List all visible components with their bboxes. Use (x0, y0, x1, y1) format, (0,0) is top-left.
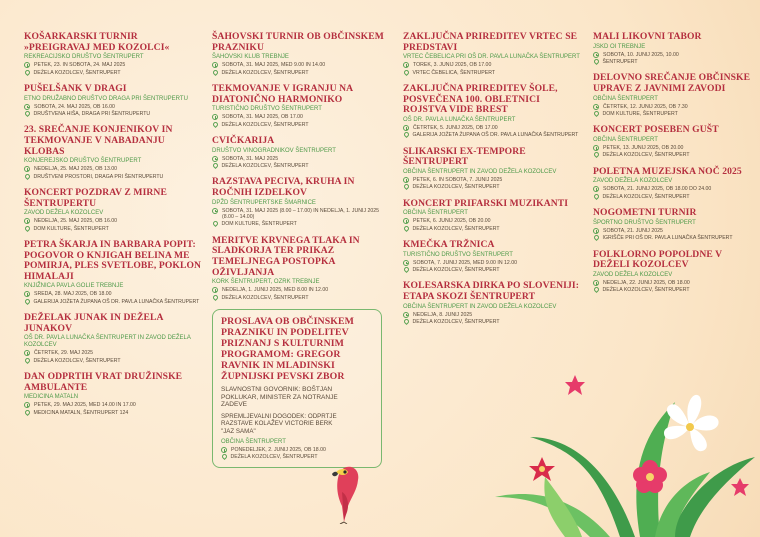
event-place: DEŽELA KOZOLCEV, ŠENTRUPERT (412, 184, 500, 191)
event-date-row (593, 145, 753, 151)
location-pin-icon (402, 225, 409, 232)
event-organizer: MEDICINA MATALN (24, 394, 79, 401)
event-place: DEŽELA KOZOLCEV, ŠENTRUPERT (602, 193, 690, 200)
event-item (24, 84, 204, 117)
event-item (212, 136, 392, 169)
event-place-row (212, 70, 392, 76)
event-date-row (403, 312, 583, 318)
event-place: DEŽELA KOZOLCEV, ŠENTRUPERT (412, 319, 500, 325)
event-date: SOBOTA, 31. MAJ 2025, MED 9.00 IN 14.00 (222, 62, 326, 69)
event-place: DEŽELA KOZOLCEV, ŠENTRUPERT (221, 121, 309, 128)
calendar-icon (403, 312, 409, 318)
event-date: SREDA, 28. MAJ 2025, OB 18.00 (34, 291, 112, 298)
event-title: ZAKLJUČNA PRIREDITEV VRTEC SE PREDSTAVI (403, 31, 578, 53)
event-date: SOBOTA, 31. MAJ 2025 (8.00 – 17.00) IN NEDELJA, 1. JUNIJ 2025 (8.00 – 14.00) (222, 207, 380, 220)
event-place-row (403, 70, 583, 76)
event-title: DELOVNO SREČANJE OBČINSKE UPRAVE Z JAVNIMI ZAVODI (593, 72, 751, 94)
event-date-row (212, 208, 392, 221)
event-organizer: KNJIŽNICA PAVLA GOLIE TREBNJE (24, 283, 124, 290)
event-date: PETEK, 29. MAJ 2025, MED 14.00 IN 17.00 (34, 402, 136, 409)
featured-event-speaker: SLAVNOSTNI GOVORNIK: BOŠTJAN POKLUKAR, MINISTER ZA NOTRANJE ZADEVE (221, 386, 338, 409)
featured-event-title: PROSLAVA OB OBČINSKEM PRAZNIKU IN PODELITEV PRIZNANJ S KULTURNIM PROGRAMOM: GREGOR RAVNIK IN MLADINSKI ŽUPNIJSKI PEVSKI ZBOR (221, 316, 354, 382)
event-date-row (593, 280, 753, 286)
event-organizer: DRUŠTVO VINOGRADNIKOV ŠENTRUPERT (212, 147, 336, 154)
featured-event-place-row (221, 454, 373, 460)
event-item (403, 32, 583, 76)
event-title: MERITVE KRVNEGA TLAKA IN SLADKORJA TER PRIKAZ TEMELJNEGA POSTOPKA OŽIVLJANJA (212, 234, 360, 278)
calendar-icon (403, 177, 409, 183)
event-place-row (403, 226, 583, 232)
event-organizer: OŠ DR. PAVLA LUNAČKA ŠENTRUPERT IN ZAVOD DEŽELA KOZOLCEV (24, 335, 191, 349)
event-date-row (403, 260, 583, 266)
event-organizer: DPŽD ŠENTRUPERTSKE ŠMARNICE (212, 199, 316, 206)
event-date: NEDELJA, 22. JUNIJ 2025, OB 18.00 (603, 279, 690, 286)
event-organizer: OBČINA ŠENTRUPERT IN ZAVOD DEŽELA KOZOLCEV (403, 168, 557, 175)
event-place: DOM KULTURE, ŠENTRUPERT (221, 221, 297, 228)
location-pin-icon (402, 131, 409, 138)
calendar-icon (403, 260, 409, 266)
event-title: NOGOMETNI TURNIR (593, 207, 697, 219)
location-pin-icon (211, 162, 218, 169)
event-title: KOŠARKARSKI TURNIR »PREIGRAVAJ MED KOZOLCI« (24, 31, 170, 53)
location-pin-icon (220, 453, 227, 460)
event-date: ČETRTEK, 5. JUNIJ 2025, OB 17.00 (413, 124, 498, 131)
column-1 (24, 32, 204, 424)
event-title: KMEČKA TRŽNICA (403, 239, 495, 250)
column-4 (593, 32, 753, 302)
event-place-row (24, 226, 204, 232)
event-item (24, 313, 204, 364)
location-pin-icon (592, 151, 599, 158)
event-place: DEŽELA KOZOLCEV, ŠENTRUPERT (602, 152, 690, 159)
event-organizer: OBČINA ŠENTRUPERT (593, 137, 658, 143)
event-organizer: REKREACIJSKO DRUŠTVO ŠENTRUPERT (24, 54, 144, 61)
event-place: DEŽELA KOZOLCEV, ŠENTRUPERT (221, 294, 309, 301)
location-pin-icon (402, 69, 409, 76)
calendar-icon (212, 287, 218, 293)
calendar-icon (593, 228, 599, 234)
event-item (403, 147, 583, 191)
calendar-icon (593, 104, 599, 110)
event-date-row (403, 125, 583, 131)
event-item (212, 177, 392, 227)
location-pin-icon (23, 225, 30, 232)
event-item (593, 250, 753, 294)
event-date-row (24, 104, 204, 110)
event-place: ŠENTRUPERT (602, 59, 638, 65)
event-place: DEŽELA KOZOLCEV, ŠENTRUPERT (412, 267, 500, 273)
event-organizer: ETNO DRUŽABNO DRUŠTVO DRAGA PRI ŠENTRUPERTU (24, 95, 188, 102)
event-organizer: OŠ DR. PAVLA LUNAČKA ŠENTRUPERT (403, 116, 516, 123)
event-place-row (212, 295, 392, 301)
event-date-row (593, 52, 753, 58)
event-date-row (593, 228, 753, 234)
event-organizer: TURISTIČNO DRUŠTVO ŠENTRUPERT (403, 251, 513, 258)
event-place-row (403, 267, 583, 273)
location-pin-icon (211, 294, 218, 301)
event-place: GALERIJA JOŽETA ŽUPANA OŠ DR. PAVLA LUNAČKA ŠENTRUPERT (412, 132, 579, 139)
event-title: FOLKLORNO POPOLDNE V DEŽELI KOZOLCEV (593, 248, 723, 271)
event-organizer: KORK ŠENTRUPERT, OZRK TREBNJE (212, 279, 320, 286)
event-organizer: OBČINA ŠENTRUPERT IN ZAVOD DEŽELA KOZOLCEV (403, 303, 557, 310)
event-date: SOBOTA, 31. MAJ 2025 (222, 155, 279, 162)
event-place-row (24, 410, 204, 416)
column-2 (212, 32, 392, 468)
location-pin-icon (592, 193, 599, 200)
event-place: DEŽELA KOZOLCEV, ŠENTRUPERT (33, 69, 121, 76)
event-place: DEŽELA KOZOLCEV, ŠENTRUPERT (602, 287, 690, 294)
featured-event-box (212, 309, 382, 468)
event-item (212, 32, 392, 76)
location-pin-icon (23, 110, 30, 117)
event-date: PETEK, 23. IN SOBOTA, 24. MAJ 2025 (34, 62, 126, 69)
event-date-row (24, 291, 204, 297)
location-pin-icon (23, 357, 30, 364)
event-item (24, 188, 204, 232)
event-date-row (24, 218, 204, 224)
event-item (403, 84, 583, 139)
event-organizer: VRTEC ČEBELICA PRI OŠ DR. PAVLA LUNAČKA ŠENTRUPERT (403, 54, 580, 61)
event-place-row (24, 358, 204, 364)
column-2-list (212, 32, 392, 301)
calendar-icon (24, 62, 30, 68)
calendar-icon (212, 208, 218, 214)
event-item (24, 240, 204, 305)
event-place-row (593, 59, 753, 65)
event-place-row (24, 70, 204, 76)
calendar-icon (403, 125, 409, 131)
event-organizer: KONJEREJSKO DRUŠTVO ŠENTRUPERT (24, 158, 142, 165)
event-item (593, 167, 753, 200)
event-place-row (593, 152, 753, 158)
event-place: DEŽELA KOZOLCEV, ŠENTRUPERT (221, 163, 309, 169)
event-place: MEDICINA MATALN, ŠENTRUPERT 124 (33, 409, 129, 416)
location-pin-icon (211, 69, 218, 76)
event-place: VRTEC ČEBELICA, ŠENTRUPERT (412, 69, 496, 76)
event-organizer: ZAVOD DEŽELA KOZOLCEV (593, 178, 673, 185)
event-title: POLETNA MUZEJSKA NOČ 2025 (593, 165, 742, 177)
event-place-row (24, 174, 204, 180)
featured-event-date: PONEDELJEK, 2. JUNIJ 2025, OB 18.00 (231, 447, 326, 453)
event-organizer: OBČINA ŠENTRUPERT (593, 95, 658, 102)
event-date: NEDELJA, 25. MAJ 2025, OB 16.00 (34, 218, 118, 225)
event-place: DOM KULTURE, ŠENTRUPERT (602, 111, 678, 117)
calendar-icon (593, 186, 599, 192)
event-place-row (593, 287, 753, 293)
calendar-icon (403, 218, 409, 224)
event-date-row (403, 62, 583, 68)
calendar-icon (403, 62, 409, 68)
event-date: PETEK, 6. JUNIJ 2025, OB 20.00 (413, 218, 491, 225)
featured-event-date-row (221, 447, 373, 453)
event-item (593, 32, 753, 65)
event-organizer: ŠPORTNO DRUŠTVO ŠENTRUPERT (593, 219, 696, 226)
location-pin-icon (592, 58, 599, 65)
event-date-row (403, 218, 583, 224)
event-title: SLIKARSKI EX-TEMPORE ŠENTRUPERT (403, 145, 526, 168)
event-date-row (24, 166, 204, 172)
location-pin-icon (402, 318, 409, 325)
event-date: PETEK, 6. IN SOBOTA, 7. JUNIJ 2025 (413, 176, 503, 183)
calendar-icon (24, 166, 30, 172)
event-place: DRUŠTVENA HIŠA, DRAGA PRI ŠENTRUPERTU (33, 111, 151, 117)
event-place: DEŽELA KOZOLCEV, ŠENTRUPERT (412, 225, 500, 232)
event-organizer: JSKD OI TREBNJE (593, 43, 646, 50)
event-item (212, 236, 392, 301)
event-date: SOBOTA, 24. MAJ 2025, OB 16.00 (34, 103, 115, 110)
event-place-row (24, 111, 204, 117)
event-date: SOBOTA, 7. JUNIJ 2025, MED 9.00 IN 12.00 (413, 259, 517, 266)
calendar-icon (593, 52, 599, 58)
column-3 (403, 32, 583, 333)
location-pin-icon (592, 286, 599, 293)
event-date: NEDELJA, 25. MAJ 2025, OB 13.00 (34, 166, 118, 173)
location-pin-icon (23, 298, 30, 305)
event-date-row (212, 287, 392, 293)
event-date-row (24, 350, 204, 356)
calendar-icon (24, 218, 30, 224)
event-title: KONCERT POZDRAV Z MIRNE ŠENTRUPERTU (24, 187, 167, 209)
event-title: KOLESARSKA DIRKA PO SLOVENIJI: ETAPA SKOZI ŠENTRUPERT (403, 280, 579, 302)
location-pin-icon (402, 266, 409, 273)
location-pin-icon (211, 121, 218, 128)
event-title: DAN ODPRTIH VRAT DRUŽINSKE AMBULANTE (24, 371, 183, 393)
calendar-icon (221, 447, 227, 453)
calendar-icon (24, 291, 30, 297)
event-date-row (212, 114, 392, 120)
location-pin-icon (592, 234, 599, 241)
event-title: KONCERT POSEBEN GUŠT (593, 124, 719, 136)
event-title: CVIČKARIJA (212, 135, 275, 146)
calendar-icon (212, 156, 218, 162)
event-title: 23. SREČANJE KONJENIKOV IN TEKMOVANJE V NABADANJU KLOBAS (24, 124, 173, 157)
event-place: DEŽELA KOZOLCEV, ŠENTRUPERT (33, 357, 121, 364)
event-date-row (212, 62, 392, 68)
event-place: DEŽELA KOZOLCEV, ŠENTRUPERT (221, 69, 309, 76)
location-pin-icon (23, 409, 30, 416)
event-place: GALERIJA JOŽETA ŽUPANA OŠ DR. PAVLA LUNAČKA ŠENTRUPERT (33, 298, 200, 305)
tropical-decoration (470, 357, 760, 537)
event-title: PETRA ŠKARJA IN BARBARA POPIT: POGOVOR O KNJIGAH BELINA ME POMIRJA, PLES SVETLOBE, POKLON HIMALAJI (24, 239, 202, 282)
event-date: SOBOTA, 10. JUNIJ 2025, 10.00 (603, 51, 679, 58)
event-title: TEKMOVANJE V IGRANJU NA DIATONIČNO HARMONIKO (212, 83, 353, 105)
event-organizer: TURISTIČNO DRUŠTVO ŠENTRUPERT (212, 106, 322, 113)
event-date: ČETRTEK, 29. MAJ 2025 (34, 350, 94, 357)
event-place-row (24, 299, 204, 305)
event-date: SOBOTA, 31. MAJ 2025, OB 17.00 (222, 114, 303, 121)
event-organizer: ZAVOD DEŽELA KOZOLCEV (593, 271, 673, 278)
event-date-row (212, 156, 392, 162)
calendar-icon (24, 104, 30, 110)
event-item (593, 73, 753, 117)
event-place: DRUŠTVENI PROSTORI, DRAGA PRI ŠENTRUPERTU (33, 173, 164, 180)
calendar-icon (593, 280, 599, 286)
location-pin-icon (402, 183, 409, 190)
event-date: PETEK, 13. JUNIJ 2025, OB 20.00 (603, 145, 684, 151)
calendar-icon (24, 402, 30, 408)
event-organizer: ZAVOD DEŽELA KOZOLCEV (24, 210, 104, 217)
event-title: PUŠELŠANK V DRAGI (24, 83, 127, 94)
featured-event-side-event: SPREMLJEVALNI DOGODEK: ODPRTJE RAZSTAVE KOLAŽEV VICTORIE BERK "JAZ SAMA" (221, 412, 337, 435)
event-organizer: ŠAHOVSKI KLUB TREBNJE (212, 54, 289, 61)
parrot-illustration (330, 462, 364, 524)
event-title: DEŽELAK JUNAK IN DEŽELA JUNAKOV (24, 312, 164, 334)
event-item (403, 240, 583, 273)
calendar-icon (212, 62, 218, 68)
event-title: ZAKLJUČNA PRIREDITEV ŠOLE, POSVEČENA 100. OBLETNICI ROJSTVA VIDE BREST (403, 83, 558, 116)
event-item (403, 199, 583, 232)
featured-event-org: OBČINA ŠENTRUPERT (221, 439, 286, 445)
event-place-row (593, 111, 753, 117)
event-item (212, 84, 392, 128)
event-date-row (24, 62, 204, 68)
featured-event-place: DEŽELA KOZOLCEV, ŠENTRUPERT (230, 454, 318, 461)
calendar-icon (24, 350, 30, 356)
event-date: NEDELJA, 1. JUNIJ 2025, MED 8.00 IN 12.00 (222, 287, 329, 294)
event-place-row (212, 221, 392, 227)
event-item (593, 125, 753, 158)
event-place-row (403, 132, 583, 138)
event-date: SOBOTA, 21. JUNIJ 2025, OB 18.00 DO 24.00 (603, 186, 712, 193)
event-title: MALI LIKOVNI TABOR (593, 31, 702, 42)
event-item (403, 281, 583, 325)
event-organizer: OBČINA ŠENTRUPERT (403, 210, 468, 217)
event-item (593, 208, 753, 241)
event-title: ŠAHOVSKI TURNIR OB OBČINSKEM PRAZNIKU (212, 31, 384, 53)
event-title: KONCERT PRIFARSKI MUZIKANTI (403, 197, 569, 209)
event-date: TOREK, 3. JUNIJ 2025, OB 17.00 (413, 62, 492, 69)
location-pin-icon (592, 110, 599, 117)
calendar-icon (593, 145, 599, 151)
event-date: NEDELJA, 8. JUNIJ 2025 (413, 311, 473, 318)
location-pin-icon (23, 173, 30, 180)
event-item (24, 372, 204, 416)
location-pin-icon (23, 69, 30, 76)
event-place-row (212, 163, 392, 169)
event-place-row (403, 184, 583, 190)
event-place-row (212, 122, 392, 128)
location-pin-icon (211, 220, 218, 227)
event-place: DOM KULTURE, ŠENTRUPERT (33, 225, 109, 232)
event-date-row (593, 186, 753, 192)
event-place-row (593, 194, 753, 200)
event-date-row (24, 402, 204, 408)
event-title: RAZSTAVA PECIVA, KRUHA IN ROČNIH IZDELKOV (212, 176, 355, 198)
event-item (24, 125, 204, 180)
calendar-icon (212, 114, 218, 120)
event-date: SOBOTA, 21. JUNIJ 2025 (603, 227, 663, 234)
event-date-row (593, 104, 753, 110)
event-place: IGRIŠČE PRI OŠ DR. PAVLA LUNAČKA ŠENTRUPERT (602, 235, 733, 242)
event-date: ČETRTEK, 12. JUNIJ 2025, OB 7.30 (603, 103, 688, 110)
event-place-row (593, 235, 753, 241)
event-place-row (403, 319, 583, 325)
event-item (24, 32, 204, 76)
event-date-row (403, 177, 583, 183)
